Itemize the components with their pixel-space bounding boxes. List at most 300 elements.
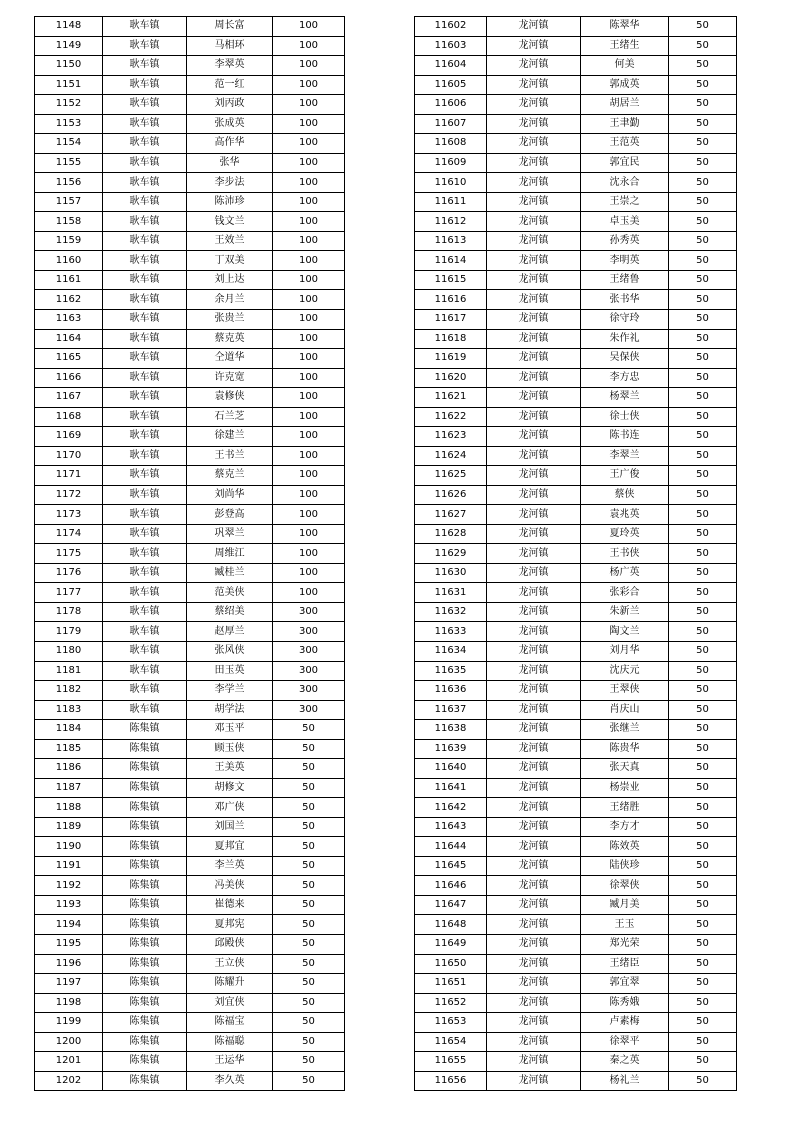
table-row <box>415 309 737 329</box>
row-number-cell: 11610 <box>415 173 487 193</box>
town-cell: 龙河镇 <box>487 563 581 583</box>
amount-cell: 50 <box>669 485 737 505</box>
table-row <box>415 251 737 271</box>
table-row <box>415 466 737 486</box>
town-cell: 陈集镇 <box>103 856 187 876</box>
table-row <box>35 212 345 232</box>
person-name-cell: 胡居兰 <box>581 95 669 115</box>
person-name-cell: 范一红 <box>187 75 273 95</box>
table-row <box>415 446 737 466</box>
town-cell: 耿车镇 <box>103 681 187 701</box>
amount-cell: 50 <box>669 388 737 408</box>
row-number-cell: 11615 <box>415 270 487 290</box>
town-cell: 耿车镇 <box>103 661 187 681</box>
town-cell: 龙河镇 <box>487 192 581 212</box>
row-number-cell: 1188 <box>35 798 103 818</box>
left-table <box>34 16 345 1091</box>
amount-cell: 50 <box>273 974 345 994</box>
town-cell: 耿车镇 <box>103 290 187 310</box>
row-number-cell: 1175 <box>35 544 103 564</box>
amount-cell: 50 <box>669 563 737 583</box>
town-cell: 陈集镇 <box>103 974 187 994</box>
row-number-cell: 11627 <box>415 505 487 525</box>
person-name-cell: 王书侠 <box>581 544 669 564</box>
amount-cell: 50 <box>273 915 345 935</box>
row-number-cell: 1202 <box>35 1071 103 1091</box>
town-cell: 陈集镇 <box>103 1052 187 1072</box>
amount-cell: 100 <box>273 212 345 232</box>
amount-cell: 50 <box>669 466 737 486</box>
table-row <box>35 1032 345 1052</box>
table-row <box>35 95 345 115</box>
row-number-cell: 1189 <box>35 817 103 837</box>
row-number-cell: 1192 <box>35 876 103 896</box>
amount-cell: 50 <box>669 915 737 935</box>
person-name-cell: 陶文兰 <box>581 622 669 642</box>
amount-cell: 50 <box>669 759 737 779</box>
amount-cell: 50 <box>273 798 345 818</box>
amount-cell: 100 <box>273 485 345 505</box>
table-row <box>415 153 737 173</box>
town-cell: 龙河镇 <box>487 270 581 290</box>
row-number-cell: 1197 <box>35 974 103 994</box>
person-name-cell: 王立侠 <box>187 954 273 974</box>
row-number-cell: 1170 <box>35 446 103 466</box>
table-row <box>415 349 737 369</box>
person-name-cell: 高作华 <box>187 134 273 154</box>
table-row <box>415 563 737 583</box>
table-row <box>35 1013 345 1033</box>
person-name-cell: 刘尚华 <box>187 485 273 505</box>
town-cell: 耿车镇 <box>103 192 187 212</box>
table-row <box>415 1032 737 1052</box>
person-name-cell: 张贵兰 <box>187 309 273 329</box>
row-number-cell: 11651 <box>415 974 487 994</box>
town-cell: 龙河镇 <box>487 817 581 837</box>
row-number-cell: 1179 <box>35 622 103 642</box>
town-cell: 龙河镇 <box>487 759 581 779</box>
table-row <box>35 173 345 193</box>
row-number-cell: 11646 <box>415 876 487 896</box>
table-row <box>415 270 737 290</box>
row-number-cell: 1155 <box>35 153 103 173</box>
town-cell: 耿车镇 <box>103 309 187 329</box>
table-row <box>35 153 345 173</box>
table-row <box>35 270 345 290</box>
person-name-cell: 陈耀升 <box>187 974 273 994</box>
amount-cell: 100 <box>273 329 345 349</box>
person-name-cell: 徐翠侠 <box>581 876 669 896</box>
row-number-cell: 11645 <box>415 856 487 876</box>
person-name-cell: 杨崇业 <box>581 778 669 798</box>
amount-cell: 50 <box>669 602 737 622</box>
table-row <box>415 388 737 408</box>
town-cell: 龙河镇 <box>487 407 581 427</box>
amount-cell: 50 <box>669 349 737 369</box>
amount-cell: 100 <box>273 75 345 95</box>
table-row <box>415 1071 737 1091</box>
table-row <box>415 1052 737 1072</box>
amount-cell: 50 <box>669 329 737 349</box>
person-name-cell: 王广俊 <box>581 466 669 486</box>
person-name-cell: 夏邦宜 <box>187 837 273 857</box>
table-row <box>35 524 345 544</box>
town-cell: 耿车镇 <box>103 602 187 622</box>
amount-cell: 50 <box>669 720 737 740</box>
table-row <box>415 974 737 994</box>
amount-cell: 50 <box>669 173 737 193</box>
person-name-cell: 丁双美 <box>187 251 273 271</box>
town-cell: 耿车镇 <box>103 251 187 271</box>
town-cell: 龙河镇 <box>487 739 581 759</box>
amount-cell: 50 <box>669 407 737 427</box>
amount-cell: 50 <box>669 1013 737 1033</box>
amount-cell: 300 <box>273 681 345 701</box>
table-row <box>35 661 345 681</box>
amount-cell: 50 <box>669 798 737 818</box>
row-number-cell: 11639 <box>415 739 487 759</box>
row-number-cell: 1184 <box>35 720 103 740</box>
table-row <box>35 954 345 974</box>
amount-cell: 50 <box>273 817 345 837</box>
town-cell: 耿车镇 <box>103 622 187 642</box>
table-row <box>415 56 737 76</box>
town-cell: 龙河镇 <box>487 388 581 408</box>
person-name-cell: 张风侠 <box>187 642 273 662</box>
person-name-cell: 王绪生 <box>581 36 669 56</box>
table-row <box>35 876 345 896</box>
amount-cell: 50 <box>669 739 737 759</box>
person-name-cell: 夏邦宪 <box>187 915 273 935</box>
town-cell: 龙河镇 <box>487 251 581 271</box>
amount-cell: 50 <box>669 681 737 701</box>
amount-cell: 50 <box>669 56 737 76</box>
town-cell: 耿车镇 <box>103 485 187 505</box>
table-row <box>35 290 345 310</box>
row-number-cell: 1182 <box>35 681 103 701</box>
row-number-cell: 11636 <box>415 681 487 701</box>
row-number-cell: 1163 <box>35 309 103 329</box>
row-number-cell: 11623 <box>415 427 487 447</box>
amount-cell: 50 <box>669 856 737 876</box>
row-number-cell: 1158 <box>35 212 103 232</box>
person-name-cell: 袁兆英 <box>581 505 669 525</box>
person-name-cell: 袁修侠 <box>187 388 273 408</box>
amount-cell: 50 <box>273 1052 345 1072</box>
amount-cell: 50 <box>669 993 737 1013</box>
row-number-cell: 1165 <box>35 349 103 369</box>
amount-cell: 50 <box>669 231 737 251</box>
town-cell: 耿车镇 <box>103 466 187 486</box>
row-number-cell: 11619 <box>415 349 487 369</box>
person-name-cell: 周维江 <box>187 544 273 564</box>
row-number-cell: 11620 <box>415 368 487 388</box>
table-row <box>35 778 345 798</box>
table-row <box>35 309 345 329</box>
row-number-cell: 1180 <box>35 642 103 662</box>
town-cell: 耿车镇 <box>103 270 187 290</box>
amount-cell: 50 <box>669 505 737 525</box>
person-name-cell: 陈贵华 <box>581 739 669 759</box>
town-cell: 耿车镇 <box>103 75 187 95</box>
town-cell: 龙河镇 <box>487 75 581 95</box>
row-number-cell: 1150 <box>35 56 103 76</box>
town-cell: 龙河镇 <box>487 173 581 193</box>
person-name-cell: 石兰芝 <box>187 407 273 427</box>
table-row <box>415 368 737 388</box>
amount-cell: 100 <box>273 231 345 251</box>
row-number-cell: 1153 <box>35 114 103 134</box>
table-row <box>35 75 345 95</box>
table-row <box>415 212 737 232</box>
row-number-cell: 11616 <box>415 290 487 310</box>
table-row <box>35 856 345 876</box>
amount-cell: 300 <box>273 622 345 642</box>
town-cell: 陈集镇 <box>103 954 187 974</box>
person-name-cell: 陈书连 <box>581 427 669 447</box>
person-name-cell: 王绪胜 <box>581 798 669 818</box>
person-name-cell: 徐士侠 <box>581 407 669 427</box>
amount-cell: 50 <box>273 720 345 740</box>
table-row <box>415 407 737 427</box>
table-row <box>415 231 737 251</box>
table-row <box>415 95 737 115</box>
row-number-cell: 11613 <box>415 231 487 251</box>
amount-cell: 50 <box>669 95 737 115</box>
row-number-cell: 11637 <box>415 700 487 720</box>
town-cell: 陈集镇 <box>103 1032 187 1052</box>
amount-cell: 50 <box>669 251 737 271</box>
row-number-cell: 11652 <box>415 993 487 1013</box>
table-row <box>415 524 737 544</box>
town-cell: 耿车镇 <box>103 505 187 525</box>
town-cell: 陈集镇 <box>103 1013 187 1033</box>
row-number-cell: 11606 <box>415 95 487 115</box>
amount-cell: 50 <box>669 17 737 37</box>
town-cell: 龙河镇 <box>487 798 581 818</box>
town-cell: 龙河镇 <box>487 993 581 1013</box>
row-number-cell: 1178 <box>35 602 103 622</box>
person-name-cell: 陈福宝 <box>187 1013 273 1033</box>
row-number-cell: 11617 <box>415 309 487 329</box>
amount-cell: 50 <box>669 270 737 290</box>
town-cell: 龙河镇 <box>487 309 581 329</box>
person-name-cell: 陆侠珍 <box>581 856 669 876</box>
table-row <box>415 739 737 759</box>
row-number-cell: 1156 <box>35 173 103 193</box>
town-cell: 龙河镇 <box>487 524 581 544</box>
amount-cell: 50 <box>273 778 345 798</box>
table-row <box>35 1052 345 1072</box>
table-row <box>35 231 345 251</box>
table-row <box>415 329 737 349</box>
row-number-cell: 11635 <box>415 661 487 681</box>
town-cell: 陈集镇 <box>103 778 187 798</box>
amount-cell: 50 <box>273 856 345 876</box>
town-cell: 耿车镇 <box>103 349 187 369</box>
town-cell: 龙河镇 <box>487 446 581 466</box>
town-cell: 耿车镇 <box>103 114 187 134</box>
table-row <box>415 505 737 525</box>
table-row <box>35 798 345 818</box>
table-row <box>35 739 345 759</box>
row-number-cell: 11644 <box>415 837 487 857</box>
row-number-cell: 11621 <box>415 388 487 408</box>
person-name-cell: 朱作礼 <box>581 329 669 349</box>
table-row <box>35 36 345 56</box>
amount-cell: 50 <box>669 114 737 134</box>
table-row <box>35 759 345 779</box>
town-cell: 龙河镇 <box>487 1032 581 1052</box>
row-number-cell: 11633 <box>415 622 487 642</box>
town-cell: 龙河镇 <box>487 837 581 857</box>
row-number-cell: 1195 <box>35 934 103 954</box>
town-cell: 龙河镇 <box>487 349 581 369</box>
town-cell: 龙河镇 <box>487 602 581 622</box>
row-number-cell: 1151 <box>35 75 103 95</box>
row-number-cell: 1186 <box>35 759 103 779</box>
person-name-cell: 张天真 <box>581 759 669 779</box>
table-row <box>35 720 345 740</box>
table-row <box>35 642 345 662</box>
row-number-cell: 11650 <box>415 954 487 974</box>
row-number-cell: 11631 <box>415 583 487 603</box>
row-number-cell: 11642 <box>415 798 487 818</box>
row-number-cell: 1190 <box>35 837 103 857</box>
amount-cell: 50 <box>669 368 737 388</box>
amount-cell: 50 <box>273 759 345 779</box>
amount-cell: 50 <box>273 993 345 1013</box>
table-row <box>415 720 737 740</box>
person-name-cell: 王运华 <box>187 1052 273 1072</box>
table-row <box>35 1071 345 1091</box>
amount-cell: 50 <box>669 290 737 310</box>
town-cell: 龙河镇 <box>487 427 581 447</box>
person-name-cell: 沈永合 <box>581 173 669 193</box>
amount-cell: 100 <box>273 563 345 583</box>
row-number-cell: 11628 <box>415 524 487 544</box>
amount-cell: 50 <box>669 895 737 915</box>
person-name-cell: 徐翠平 <box>581 1032 669 1052</box>
table-row <box>35 700 345 720</box>
person-name-cell: 余月兰 <box>187 290 273 310</box>
amount-cell: 50 <box>273 1032 345 1052</box>
table-row <box>35 388 345 408</box>
row-number-cell: 11655 <box>415 1052 487 1072</box>
table-row <box>35 466 345 486</box>
person-name-cell: 沈庆元 <box>581 661 669 681</box>
person-name-cell: 王玉 <box>581 915 669 935</box>
table-row <box>35 407 345 427</box>
town-cell: 陈集镇 <box>103 993 187 1013</box>
town-cell: 龙河镇 <box>487 895 581 915</box>
row-number-cell: 11624 <box>415 446 487 466</box>
table-row <box>35 583 345 603</box>
row-number-cell: 1162 <box>35 290 103 310</box>
table-row <box>415 583 737 603</box>
person-name-cell: 蔡侠 <box>581 485 669 505</box>
amount-cell: 50 <box>273 739 345 759</box>
town-cell: 龙河镇 <box>487 876 581 896</box>
table-row <box>415 544 737 564</box>
row-number-cell: 1187 <box>35 778 103 798</box>
amount-cell: 100 <box>273 17 345 37</box>
amount-cell: 50 <box>273 895 345 915</box>
amount-cell: 50 <box>669 36 737 56</box>
town-cell: 龙河镇 <box>487 700 581 720</box>
town-cell: 陈集镇 <box>103 876 187 896</box>
amount-cell: 300 <box>273 642 345 662</box>
amount-cell: 50 <box>273 954 345 974</box>
table-row <box>35 934 345 954</box>
person-name-cell: 冯美侠 <box>187 876 273 896</box>
person-name-cell: 李明英 <box>581 251 669 271</box>
table-row <box>415 837 737 857</box>
amount-cell: 50 <box>669 544 737 564</box>
person-name-cell: 蔡克英 <box>187 329 273 349</box>
table-row <box>415 661 737 681</box>
person-name-cell: 杨翠兰 <box>581 388 669 408</box>
row-number-cell: 11643 <box>415 817 487 837</box>
table-row <box>35 446 345 466</box>
amount-cell: 50 <box>669 934 737 954</box>
town-cell: 耿车镇 <box>103 56 187 76</box>
table-row <box>415 700 737 720</box>
table-row <box>35 114 345 134</box>
amount-cell: 100 <box>273 407 345 427</box>
row-number-cell: 1198 <box>35 993 103 1013</box>
person-name-cell: 蔡克兰 <box>187 466 273 486</box>
amount-cell: 50 <box>669 212 737 232</box>
amount-cell: 50 <box>669 661 737 681</box>
town-cell: 龙河镇 <box>487 466 581 486</box>
town-cell: 龙河镇 <box>487 56 581 76</box>
person-name-cell: 张继兰 <box>581 720 669 740</box>
row-number-cell: 1200 <box>35 1032 103 1052</box>
table-row <box>35 427 345 447</box>
table-row <box>35 192 345 212</box>
person-name-cell: 朱新兰 <box>581 602 669 622</box>
amount-cell: 50 <box>669 1071 737 1091</box>
row-number-cell: 1149 <box>35 36 103 56</box>
person-name-cell: 马相环 <box>187 36 273 56</box>
town-cell: 陈集镇 <box>103 837 187 857</box>
row-number-cell: 11641 <box>415 778 487 798</box>
amount-cell: 100 <box>273 153 345 173</box>
row-number-cell: 11622 <box>415 407 487 427</box>
row-number-cell: 11608 <box>415 134 487 154</box>
row-number-cell: 1148 <box>35 17 103 37</box>
person-name-cell: 徐建兰 <box>187 427 273 447</box>
table-row <box>415 134 737 154</box>
person-name-cell: 王翠侠 <box>581 681 669 701</box>
row-number-cell: 11634 <box>415 642 487 662</box>
table-row <box>415 173 737 193</box>
town-cell: 耿车镇 <box>103 583 187 603</box>
amount-cell: 100 <box>273 544 345 564</box>
person-name-cell: 赵厚兰 <box>187 622 273 642</box>
town-cell: 陈集镇 <box>103 720 187 740</box>
amount-cell: 50 <box>669 153 737 173</box>
row-number-cell: 11603 <box>415 36 487 56</box>
row-number-cell: 11609 <box>415 153 487 173</box>
amount-cell: 100 <box>273 56 345 76</box>
row-number-cell: 1154 <box>35 134 103 154</box>
row-number-cell: 1181 <box>35 661 103 681</box>
person-name-cell: 张彩合 <box>581 583 669 603</box>
table-row <box>415 75 737 95</box>
person-name-cell: 秦之英 <box>581 1052 669 1072</box>
